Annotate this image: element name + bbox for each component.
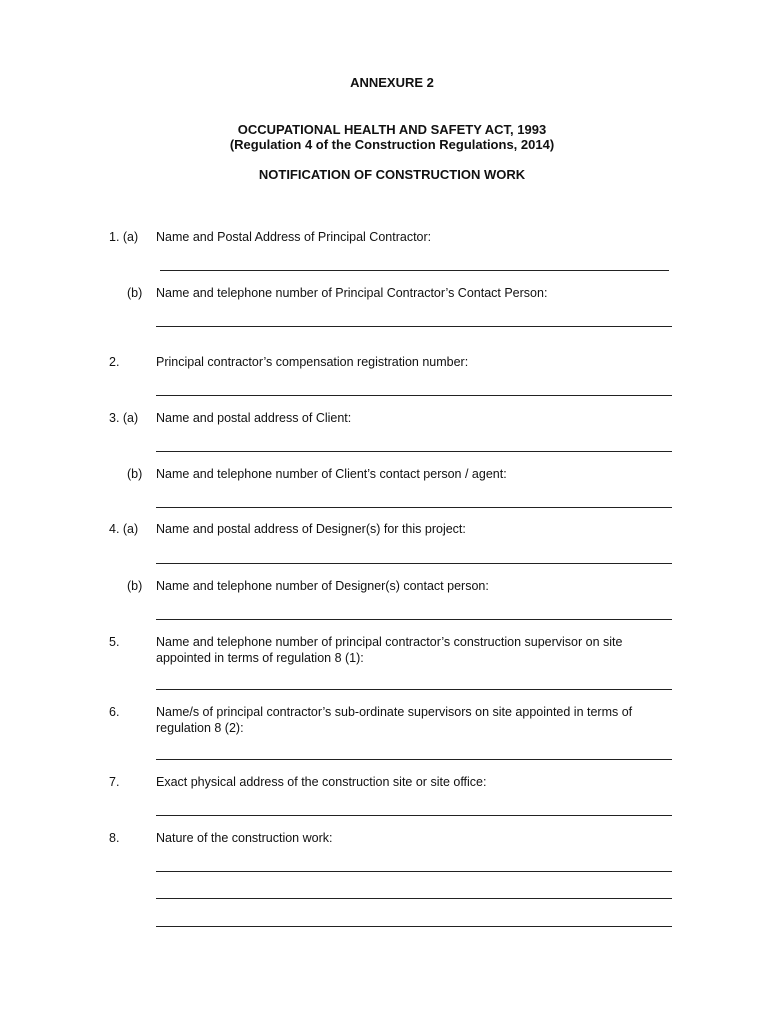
field-label-contractor-contact: Name and telephone number of Principal Contractor’s Contact Person:: [156, 286, 548, 300]
item-sub-number: (b): [127, 579, 143, 593]
answer-line-principal-contractor[interactable]: [160, 270, 669, 271]
field-label-client-contact: Name and telephone number of Client’s contact person / agent:: [156, 467, 507, 481]
item-number: 2.: [109, 355, 120, 369]
answer-line-nature-of-work-3[interactable]: [156, 926, 672, 927]
answer-line-nature-of-work-1[interactable]: [156, 871, 672, 872]
item-number: 8.: [109, 831, 120, 845]
answer-line-construction-supervisor[interactable]: [156, 689, 672, 690]
item-number: 3. (a): [109, 411, 139, 425]
field-label-nature-of-work: Nature of the construction work:: [156, 831, 333, 845]
field-label-principal-contractor: Name and Postal Address of Principal Contractor:: [156, 230, 432, 244]
answer-line-subordinate-supervisors[interactable]: [156, 759, 672, 760]
annexure-heading: ANNEXURE 2: [350, 75, 434, 90]
item-number: 1. (a): [109, 230, 139, 244]
item-number: 5.: [109, 635, 120, 649]
item-sub-number: (b): [127, 467, 143, 481]
answer-line-contractor-contact[interactable]: [156, 326, 672, 327]
answer-line-nature-of-work-2[interactable]: [156, 898, 672, 899]
item-number: 4. (a): [109, 522, 139, 536]
answer-line-designer-contact[interactable]: [156, 619, 672, 620]
answer-line-site-address[interactable]: [156, 815, 672, 816]
answer-line-client-contact[interactable]: [156, 507, 672, 508]
answer-line-designer[interactable]: [156, 563, 672, 564]
item-number: 6.: [109, 705, 120, 719]
field-label-construction-supervisor: Name and telephone number of principal contractor’s construction supervisor on site appointed in terms of regulation 8 (1):: [156, 635, 623, 665]
field-label-designer: Name and postal address of Designer(s) for this project:: [156, 522, 466, 536]
field-label-site-address: Exact physical address of the construction site or site office:: [156, 775, 487, 789]
item-number: 7.: [109, 775, 120, 789]
answer-line-compensation-number[interactable]: [156, 395, 672, 396]
field-label-subordinate-supervisors: Name/s of principal contractor’s sub-ordinate supervisors on site appointed in terms of regulation 8 (2):: [156, 705, 633, 735]
field-label-client: Name and postal address of Client:: [156, 411, 352, 425]
form-title: NOTIFICATION OF CONSTRUCTION WORK: [258, 167, 526, 182]
answer-line-client[interactable]: [156, 451, 672, 452]
field-label-designer-contact: Name and telephone number of Designer(s) contact person:: [156, 579, 489, 593]
item-sub-number: (b): [127, 286, 143, 300]
field-label-compensation-number: Principal contractor’s compensation registration number:: [156, 355, 469, 369]
act-heading: OCCUPATIONAL HEALTH AND SAFETY ACT, 1993: [237, 122, 547, 137]
regulation-heading: (Regulation 4 of the Construction Regulations, 2014): [229, 137, 555, 152]
